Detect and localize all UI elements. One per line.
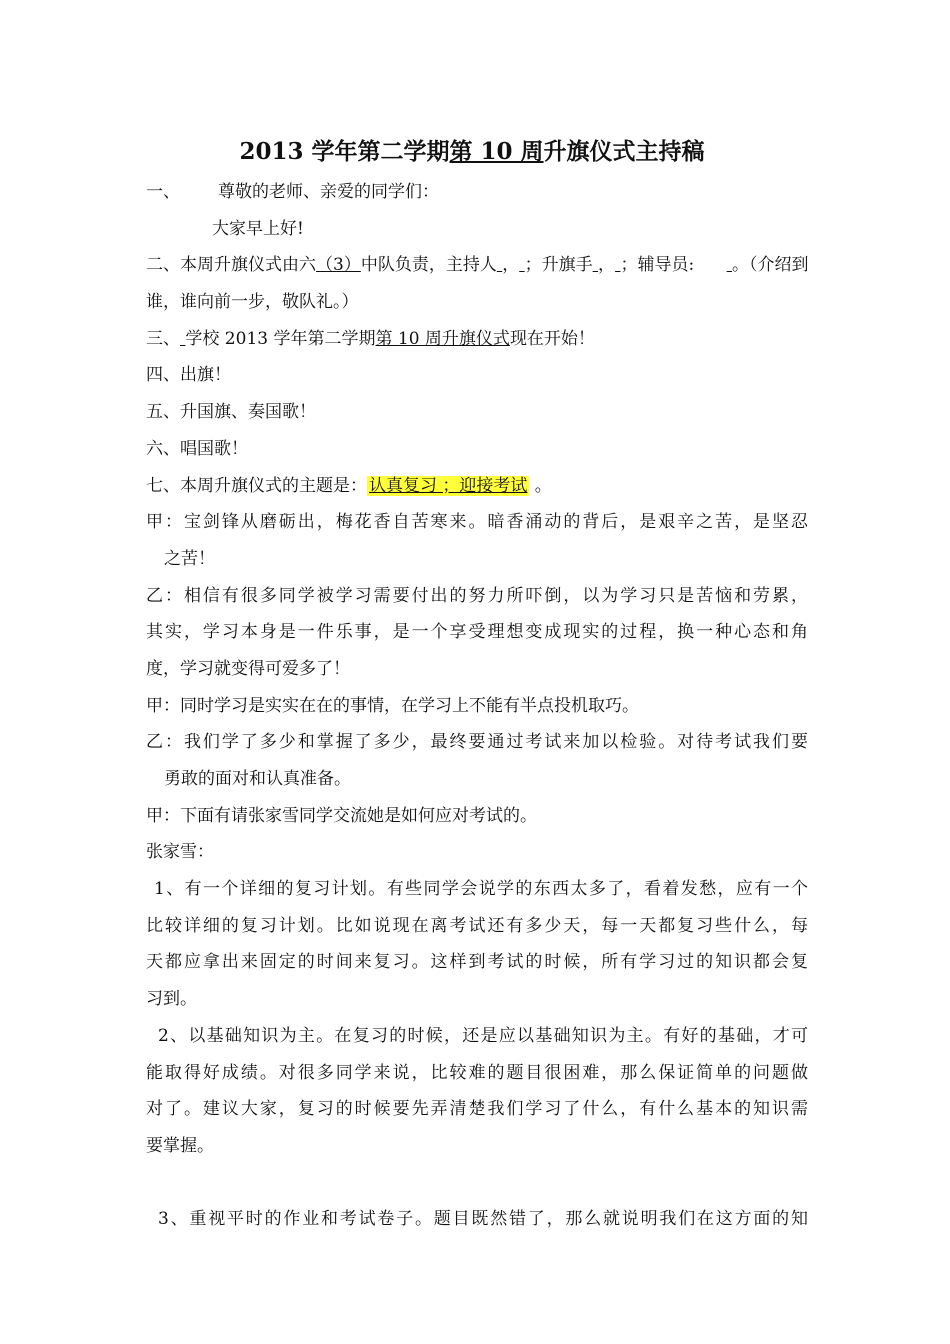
host-sep-2: ， bbox=[598, 255, 616, 276]
line-anthem-play: 五、升国旗、奏国歌！ bbox=[146, 402, 316, 423]
host-text-4: ；辅导员: bbox=[620, 255, 695, 276]
line-jia-1: 甲：宝剑锋从磨砺出，梅花香自苦寒来。暗香涌动的背后，是艰辛之苦，是坚忍 bbox=[146, 512, 808, 533]
host-text-5: 。（介绍到 bbox=[732, 255, 809, 276]
paragraph-gap bbox=[146, 1165, 808, 1201]
line-yi-1-cont-1: 其实，学习本身是一件乐事，是一个享受理想变成现实的过程，换一种心态和角 bbox=[146, 622, 808, 643]
line-good-morning: 大家早上好! bbox=[212, 218, 304, 239]
class-number: （3） bbox=[316, 255, 361, 276]
document-title bbox=[136, 130, 808, 174]
spacer bbox=[694, 255, 726, 275]
line-yi-2: 乙：我们学了多少和掌握了多少，最终要通过考试来加以检验。对待考试我们要 bbox=[146, 732, 808, 753]
line-point-2-cont-1: 能取得好成绩。对很多同学来说，比较难的题目很困难，那么保证简单的问题做 bbox=[146, 1062, 808, 1083]
line-theme bbox=[146, 468, 808, 505]
line-point-2: 2、以基础知识为主。在复习的时候，还是应以基础知识为主。有好的基础，才可 bbox=[158, 1025, 808, 1046]
line-point-1-cont-2: 天都应拿出来固定的时间来复习。这样到考试的时候，所有学习过的知识都会复 bbox=[146, 952, 808, 973]
theme-highlight: 认真复习 ；迎接考试 bbox=[369, 475, 528, 496]
theme-label: 七、本周升旗仪式的主题是： bbox=[146, 475, 367, 496]
line-speaker: 张家雪： bbox=[146, 842, 214, 863]
start-num: 三、 bbox=[146, 328, 180, 349]
start-text-1: 学校 2013 学年第二学期 bbox=[185, 328, 376, 349]
line-jia-3: 甲：下面有请张家雪同学交流她是如何应对考试的。 bbox=[146, 805, 537, 826]
line-point-1-cont-3: 习到。 bbox=[146, 989, 197, 1010]
title-text-2: 升旗仪式主持稿 bbox=[543, 138, 705, 165]
line-jia-1-cont: 之苦！ bbox=[164, 548, 215, 569]
title-text-1: 2013 学年第二学期 bbox=[239, 138, 450, 165]
line-point-3: 3、重视平时的作业和考试卷子。题目既然错了，那么就说明我们在这方面的知 bbox=[158, 1208, 808, 1229]
host-text-2: 中队负责，主持人 bbox=[360, 255, 497, 276]
line-point-2-cont-2: 对了。建议大家，复习的时候要先弄清楚我们学习了什么，有什么基本的知识需 bbox=[146, 1099, 808, 1120]
line-anthem-sing: 六、唱国歌！ bbox=[146, 438, 248, 459]
greeting-text: 尊敬的老师、亲爱的同学们： bbox=[218, 182, 439, 202]
host-sep-1: ， bbox=[502, 255, 520, 276]
theme-end: 。 bbox=[529, 475, 552, 496]
line-host-info-cont: 谁，谁向前一步，敬队礼。） bbox=[146, 292, 359, 313]
line-point-1: 1、有一个详细的复习计划。有些同学会说学的东西太多了，看着发愁，应有一个 bbox=[154, 879, 808, 900]
start-text-underlined: 第 10 周升旗仪式 bbox=[375, 328, 510, 349]
line-greeting bbox=[146, 174, 808, 211]
host-text-1: 二、本周升旗仪式由六 bbox=[146, 255, 316, 276]
title-week-underlined: 第 10 周 bbox=[449, 138, 544, 165]
start-text-2: 现在开始！ bbox=[509, 328, 595, 349]
host-text-3: ；升旗手 bbox=[524, 255, 593, 276]
document-page bbox=[146, 130, 808, 1237]
line-flag-out: 四、出旗！ bbox=[146, 365, 231, 386]
line-ceremony-start bbox=[146, 321, 808, 358]
line-point-1-cont-1: 比较详细的复习计划。比如说现在离考试还有多少天，每一天都复习些什么，每 bbox=[146, 915, 808, 936]
line-host-info bbox=[146, 247, 808, 284]
item-number: 一、 bbox=[146, 182, 180, 202]
line-yi-1: 乙：相信有很多同学被学习需要付出的努力所吓倒，以为学习只是苦恼和劳累， bbox=[146, 585, 808, 606]
line-jia-2: 甲：同时学习是实实在在的事情，在学习上不能有半点投机取巧。 bbox=[146, 695, 639, 716]
line-yi-2-cont: 勇敢的面对和认真准备。 bbox=[164, 769, 351, 789]
line-yi-1-cont-2: 度，学习就变得可爱多了！ bbox=[146, 658, 350, 679]
line-point-2-cont-3: 要掌握。 bbox=[146, 1135, 214, 1156]
